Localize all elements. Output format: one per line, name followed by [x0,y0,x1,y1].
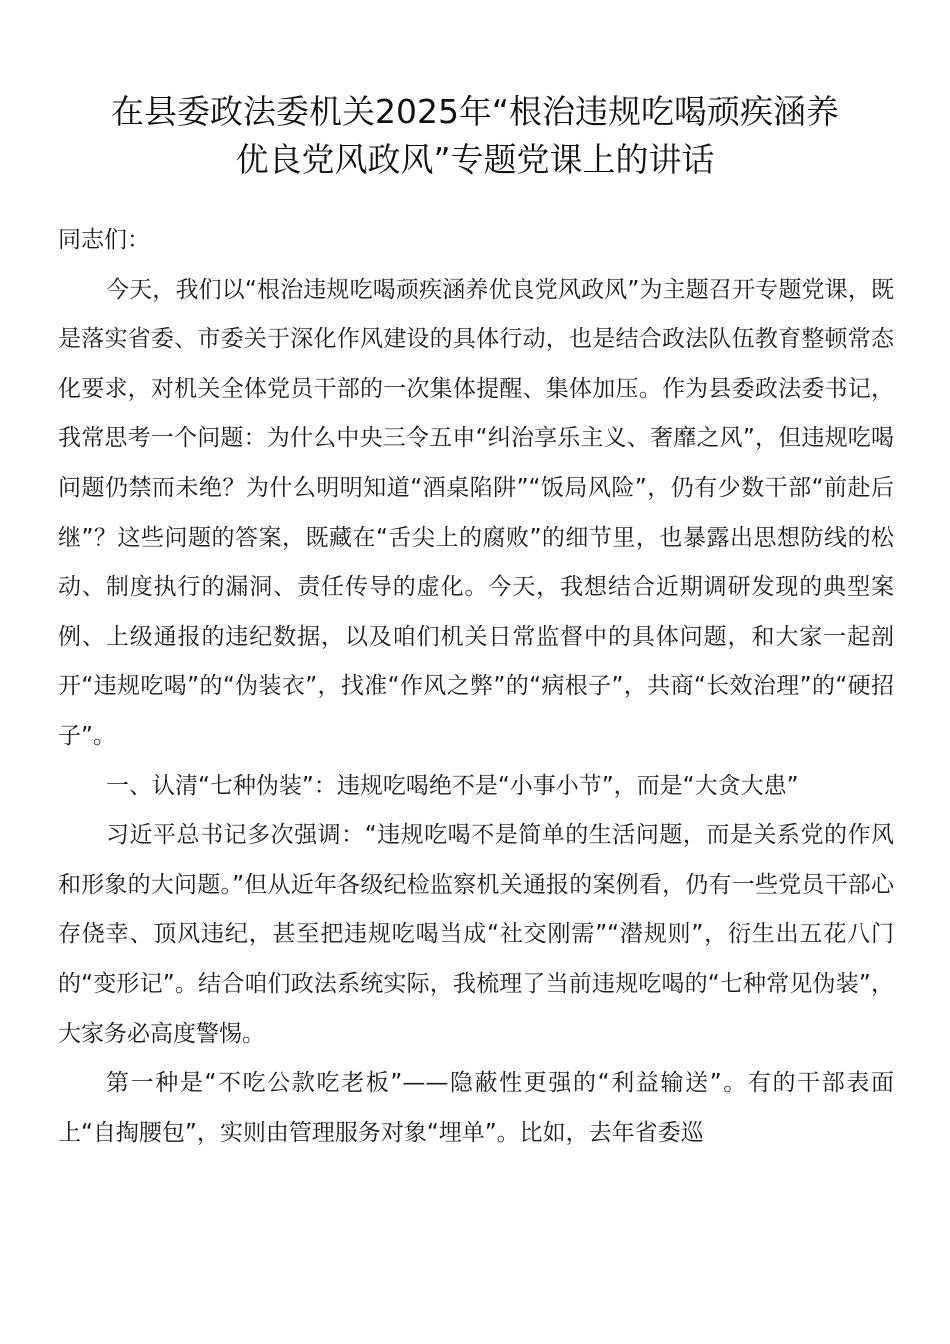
section-heading-1: 一、认清“七种伪装”：违规吃喝绝不是“小事小节”，而是“大贪大患” [106,772,799,799]
salutation: 同志们： [58,227,150,253]
paragraph-quote: 习近平总书记多次强调：“违规吃喝不是简单的生活问题，而是关系党的作风和形象的大问题。”但从近年各级纪检监察机关通报的案例看，仍有一些党员干部心存侥幸、顶风违纪，甚至把违规吃喝当成“社交刚需”“潜规则”，衍生出五花八门的“变形记”。结合咱们政法系统实际，我梳理了当前违规吃喝的“七种常见伪装”，大家务必高度警惕。 [58,822,894,1047]
paragraph-intro: 今天，我们以“根治违规吃喝顽疾涵养优良党风政风”为主题召开专题党课，既是落实省委、市委关于深化作风建设的具体行动，也是结合政法队伍教育整顿常态化要求，对机关全体党员干部的一次集体提醒、集体加压。作为县委政法委书记，我常思考一个问题：为什么中央三令五申“纠治享乐主义、奢靡之风”，但违规吃喝问题仍禁而未绝？为什么明明知道“酒桌陷阱”“饭局风险”，仍有少数干部“前赴后继”？这些问题的答案，既藏在“舌尖上的腐败”的细节里，也暴露出思想防线的松动、制度执行的漏洞、责任传导的虚化。今天，我想结合近期调研发现的典型案例、上级通报的违纪数据，以及咱们机关日常监督中的具体问题，和大家一起剖开“违规吃喝”的“伪装衣”，找准“作风之弊”的“病根子”，共商“长效治理”的“硬招子”。 [58,276,894,749]
paragraph-first-type: 第一种是“不吃公款吃老板”——隐蔽性更强的“利益输送”。有的干部表面上“自掏腰包”，实则由管理服务对象“埋单”。比如，去年省委巡 [58,1070,894,1146]
document-body [58,216,894,1158]
title-line-1: 在县委政法委机关2025年“根治违规吃喝顽疾涵养 [110,92,840,132]
document-title [50,88,900,184]
title-line-2: 优良党风政风”专题党课上的讲话 [235,140,715,180]
